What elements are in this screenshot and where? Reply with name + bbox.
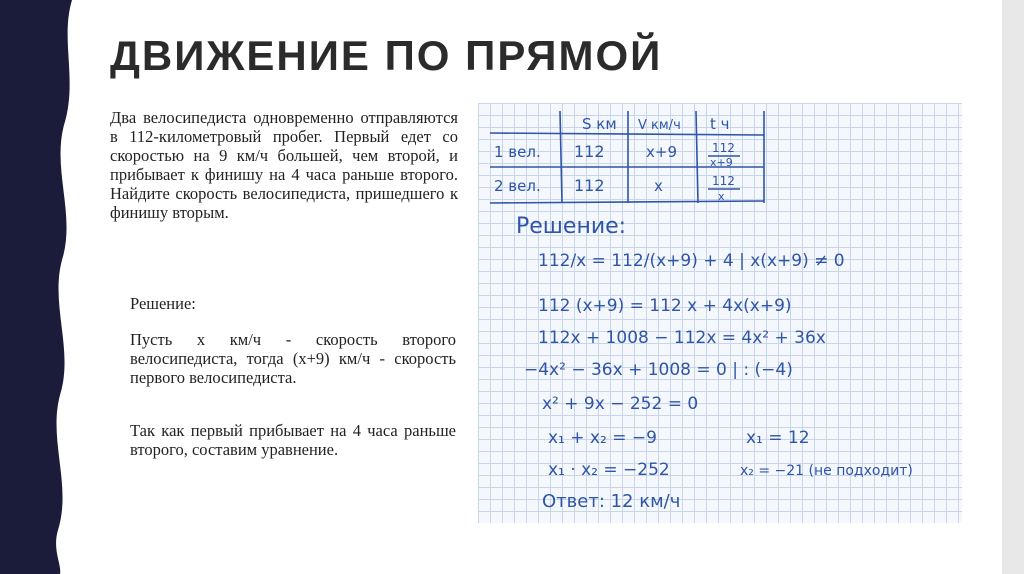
handwritten-solution-image — [478, 103, 962, 523]
table-header-t: t ч — [710, 115, 730, 133]
solution-heading: Решение: — [516, 214, 627, 239]
table-row-2-t-denominator: x — [718, 190, 725, 203]
table-row-1-v: x+9 — [646, 143, 677, 161]
table-header-s: S км — [582, 115, 617, 133]
vieta-sum: x₁ + x₂ = −9 — [548, 428, 657, 448]
decorative-right-band — [1002, 0, 1024, 574]
table-row-2-s: 112 — [574, 176, 605, 195]
problem-statement: Два велосипедиста одновременно отправляются в 112-километровый пробег. Первый едет со скоростью на 9 км/ч большей, чем второй, и прибывает к финишу на 4 часа раньше второго. Найдите скорость велосипедиста, пришедшего к финишу вторым. — [110, 108, 458, 222]
table-row-2-t-numerator: 112 — [712, 174, 735, 188]
solution-label: Решение: — [130, 294, 196, 313]
answer-line: Ответ: 12 км/ч — [542, 491, 681, 512]
equation-intro-paragraph: Так как первый прибывает на 4 часа раньше второго, составим уравнение. — [130, 421, 456, 459]
table-row-1-label: 1 вел. — [494, 143, 541, 161]
let-x-paragraph: Пусть x км/ч - скорость второго велосипедиста, тогда (x+9) км/ч - скорость первого велосипедиста. — [130, 330, 456, 387]
slide-title: ДВИЖЕНИЕ ПО ПРЯМОЙ — [110, 32, 663, 79]
root-2: x₂ = −21 (не подходит) — [740, 463, 913, 479]
equation-line-3: 112x + 1008 − 112x = 4x² + 36x — [538, 328, 826, 348]
equation-line-4: −4x² − 36x + 1008 = 0 | : (−4) — [524, 360, 793, 380]
table-row-2-v: x — [654, 177, 663, 195]
equation-line-2: 112 (x+9) = 112 x + 4x(x+9) — [538, 296, 792, 316]
vieta-product: x₁ · x₂ = −252 — [548, 460, 670, 480]
table-row-2-label: 2 вел. — [494, 177, 541, 195]
table-row-1-t-numerator: 112 — [712, 141, 735, 155]
table-row-1-s: 112 — [574, 142, 605, 161]
table-row-1-t-denominator: x+9 — [710, 156, 733, 169]
decorative-left-band — [0, 0, 80, 574]
equation-line-1: 112/x = 112/(x+9) + 4 | x(x+9) ≠ 0 — [538, 251, 845, 271]
root-1: x₁ = 12 — [746, 428, 810, 448]
equation-line-5: x² + 9x − 252 = 0 — [542, 394, 699, 414]
table-header-v: V км/ч — [638, 118, 681, 133]
